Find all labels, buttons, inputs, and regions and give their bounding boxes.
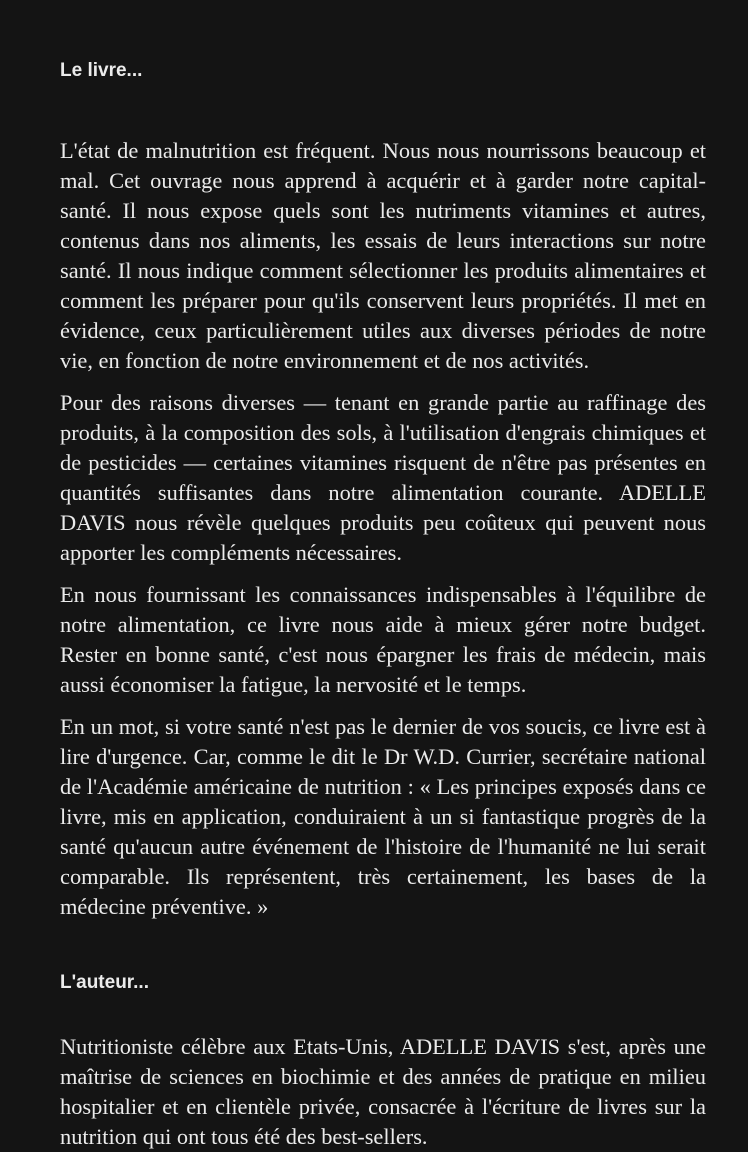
livre-section <box>60 136 706 922</box>
auteur-section <box>60 1032 706 1152</box>
livre-paragraph-1: L'état de malnutrition est fréquent. Nous nous nourrissons beaucoup et mal. Cet ouvrage nous apprend à acquérir et à garder notre capital-santé. Il nous expose quels sont les nutriments vitamines et autres, contenus dans nos aliments, les essais de leurs interactions sur notre santé. Il nous indique comment sélectionner les produits alimentaires et comment les préparer pour qu'ils conservent leurs propriétés. Il met en évidence, ceux particulièrement utiles aux diverses périodes de notre vie, en fonction de notre environnement et de nos activités. <box>60 138 706 373</box>
auteur-heading: L'auteur... <box>60 972 149 993</box>
livre-paragraph-3: En nous fournissant les connaissances indispensables à l'équilibre de notre alimentation, ce livre nous aide à mieux gérer notre budget. Rester en bonne santé, c'est nous épargner les frais de médecin, mais aussi économiser la fatigue, la nervosité et le temps. <box>60 582 706 697</box>
livre-heading: Le livre... <box>60 60 143 81</box>
auteur-paragraph: Nutritioniste célèbre aux Etats-Unis, ADELLE DAVIS s'est, après une maîtrise de sciences en biochimie et des années de pratique en milieu hospitalier et en clientèle privée, consacrée à l'écriture de livres sur la nutrition qui ont tous été des best-sellers. <box>60 1034 706 1149</box>
livre-paragraph-4: En un mot, si votre santé n'est pas le dernier de vos soucis, ce livre est à lire d'urgence. Car, comme le dit le Dr W.D. Currier, secrétaire national de l'Académie américaine de nutrition : « Les principes exposés dans ce livre, mis en application, conduiraient à un si fantastique progrès de la santé qu'aucun autre événement de l'histoire de l'humanité ne lui serait comparable. Ils représentent, très certainement, les bases de la médecine préventive. » <box>60 714 706 919</box>
livre-paragraph-2: Pour des raisons diverses — tenant en grande partie au raffinage des produits, à la composition des sols, à l'utilisation d'engrais chimiques et de pesticides — certaines vitamines risquent de n'être pas présentes en quantités suffisantes dans notre alimentation courante. ADELLE DAVIS nous révèle quelques produits peu coûteux qui peuvent nous apporter les compléments nécessaires. <box>60 390 706 565</box>
